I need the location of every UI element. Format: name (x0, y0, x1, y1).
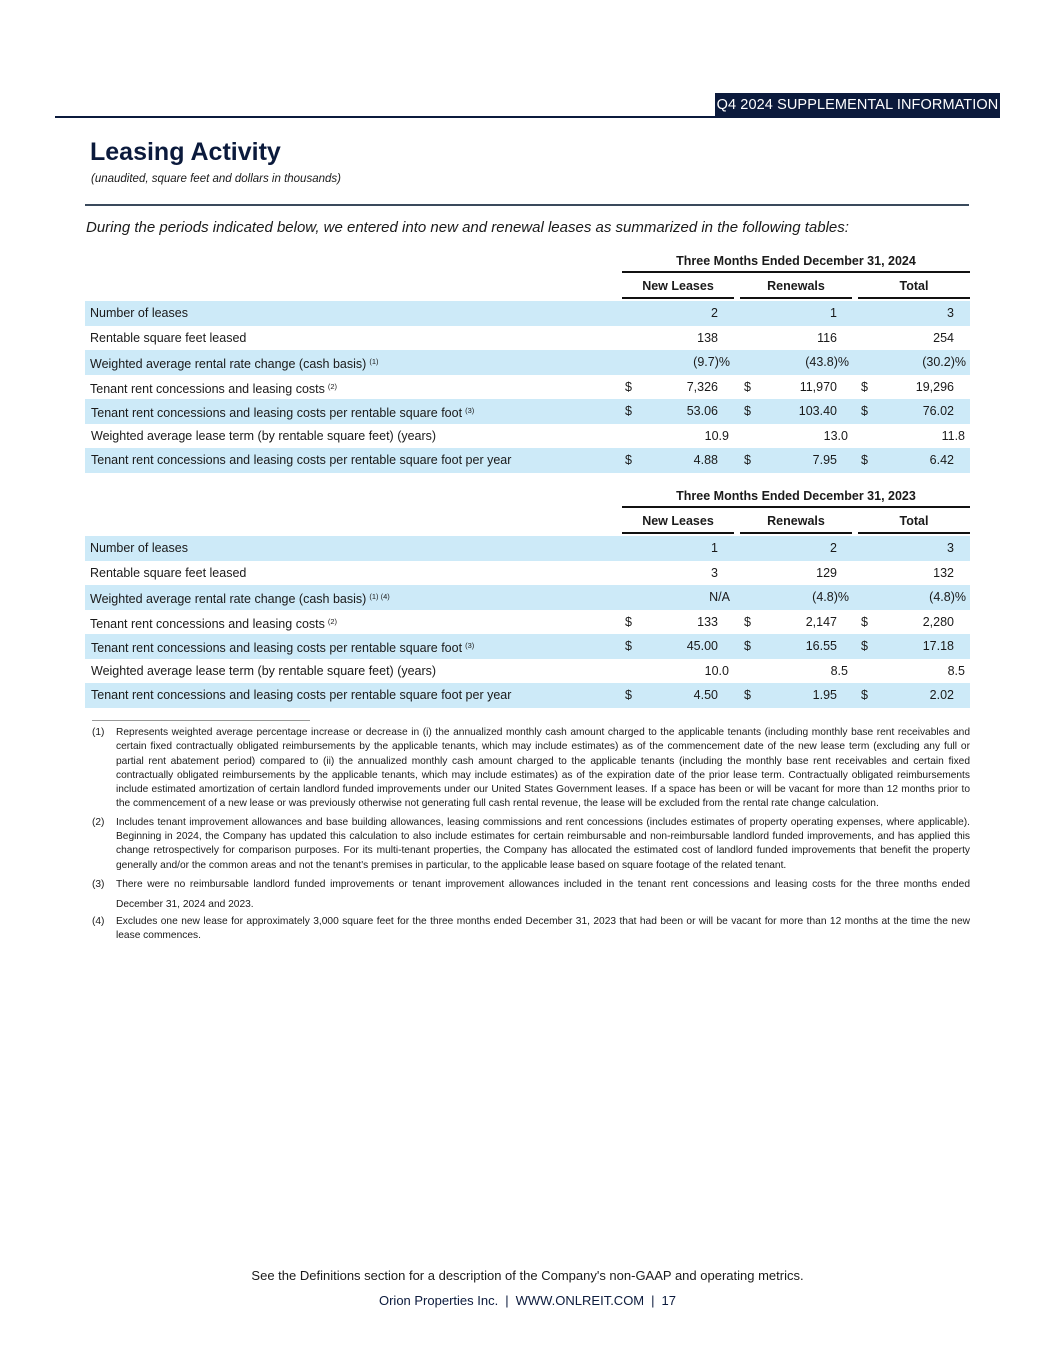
cell-total (861, 561, 954, 586)
table-row (85, 659, 970, 684)
cell-value: 8.5 (947, 663, 965, 678)
cell-value: 103.40 (798, 404, 837, 418)
cell-value: 1 (711, 541, 718, 555)
supplemental-info-banner: Q4 2024 SUPPLEMENTAL INFORMATION (715, 93, 1000, 118)
cell-new-leases (625, 448, 718, 473)
table-row (85, 301, 970, 326)
cell-value: 3 (947, 306, 954, 320)
cell-value: 2,147 (805, 614, 837, 629)
footnote-number: (2) (92, 816, 105, 828)
cell-renewals (744, 301, 837, 326)
cell-total (861, 585, 966, 610)
cell-value: 4.50 (693, 688, 718, 702)
currency-symbol: $ (744, 688, 751, 702)
currency-symbol: $ (625, 639, 632, 653)
currency-symbol: $ (744, 639, 751, 653)
row-label-text: Tenant rent concessions and leasing costs (90, 616, 325, 631)
cell-value: (9.7)% (693, 355, 730, 369)
cell-value: (4.8)% (929, 590, 966, 604)
website-link[interactable]: WWW.ONLREIT.COM (515, 1293, 645, 1308)
cell-value: (4.8)% (812, 590, 849, 604)
column-header-total: Total (858, 510, 970, 534)
footnote-text: Represents weighted average percentage increase or decrease in (i) the annualized monthly cash amount charged to the applicable tenants (including monthly base rent receivables and certain fixed contractually obligated reimbursements by the applicable tenants, which may include estimates) as of the commencement date of the new lease term (excluding any full or partial rent abatement period) compared to (ii) the annualized monthly cash amount charged to the applicable tenants (including the monthly base rent receivables and certain fixed contractually obligated reimbursements by the applicable tenants, which may include estimates) as of the expiration date of the prior lease term. Contractually obligated reimbursements include estimated amortization of certain landlord funded improvements under our United States Government leases. If a space has been or will be vacant for more than 12 months prior to the commencement of a new lease or was previously otherwise not generating full cash rental revenue, the lease will be excluded from the rental rate change calculation. (116, 727, 970, 810)
row-label-text: Tenant rent concessions and leasing costs per rentable square foot (91, 406, 463, 420)
column-header-renewals: Renewals (740, 510, 852, 534)
cell-value: 11.8 (941, 428, 965, 443)
cell-new-leases (625, 350, 730, 375)
cell-renewals (744, 326, 837, 351)
cell-total (861, 326, 954, 351)
row-label (90, 561, 246, 586)
period-header: Three Months Ended December 31, 2024 (622, 249, 970, 273)
cell-new-leases (625, 326, 718, 351)
row-label-text: Number of leases (90, 541, 188, 555)
row-label-text: Tenant rent concessions and leasing costs per rentable square foot per year (91, 688, 512, 702)
table-body (85, 301, 970, 473)
cell-value: 53.06 (686, 404, 718, 418)
cell-value: 16.55 (805, 639, 837, 653)
cell-total (861, 448, 954, 473)
cell-renewals (744, 399, 837, 424)
period-header: Three Months Ended December 31, 2023 (622, 484, 970, 508)
cell-renewals (744, 350, 849, 375)
table-row (85, 326, 970, 351)
cell-value: 7.95 (812, 453, 837, 467)
footnote-reference: (1) (369, 357, 379, 366)
cell-total (861, 610, 954, 635)
row-label-text: Weighted average rental rate change (cash basis) (90, 592, 367, 606)
currency-symbol: $ (861, 453, 868, 467)
cell-value: 2 (711, 306, 718, 320)
footnote-number: (1) (92, 727, 105, 738)
cell-renewals (744, 610, 837, 635)
cell-value: 10.0 (704, 663, 729, 678)
row-label-text: Weighted average rental rate change (cash basis) (90, 357, 367, 371)
cell-renewals (744, 424, 848, 449)
footnote-text: Excludes one new lease for approximately 3,000 square feet for the three months ended December 31, 2023 that had been or will be vacant for more than 12 months at the time the new lease commences. (116, 915, 970, 942)
header-rule (55, 116, 717, 118)
footnote-2 (92, 816, 970, 873)
footnote-number: (3) (92, 878, 105, 890)
currency-symbol: $ (625, 614, 632, 629)
page-subtitle: (unaudited, square feet and dollars in thousands) (91, 173, 341, 185)
cell-value: 45.00 (686, 639, 718, 653)
table-row (85, 375, 970, 400)
table-row (85, 610, 970, 635)
cell-value: 2,280 (922, 614, 954, 629)
cell-renewals (744, 634, 837, 659)
cell-value: 1 (830, 306, 837, 320)
cell-total (861, 375, 954, 400)
cell-total (861, 659, 965, 684)
row-label (91, 659, 436, 684)
footer-separator: | (505, 1293, 509, 1308)
definitions-note: See the Definitions section for a description of the Company's non-GAAP and operating metrics. (251, 1268, 804, 1283)
cell-new-leases (625, 585, 730, 610)
cell-renewals (744, 448, 837, 473)
footnote-1 (92, 726, 970, 812)
cell-renewals (744, 659, 848, 684)
footnote-reference: (1) (4) (369, 592, 390, 601)
currency-symbol: $ (625, 688, 632, 702)
column-header-renewals: Renewals (740, 275, 852, 299)
cell-renewals (744, 561, 837, 586)
cell-value: 76.02 (922, 404, 954, 418)
cell-value: (30.2)% (922, 355, 966, 369)
company-name: Orion Properties Inc. (378, 1293, 499, 1308)
cell-value: 3 (947, 541, 954, 555)
cell-value: 1.95 (812, 688, 837, 702)
cell-value: 13.0 (823, 428, 848, 443)
cell-value: 129 (816, 565, 837, 580)
cell-new-leases (625, 610, 718, 635)
page-number: 17 (661, 1293, 676, 1308)
row-label (90, 350, 379, 377)
row-label (90, 610, 337, 637)
cell-new-leases (625, 301, 718, 326)
row-label-text: Tenant rent concessions and leasing costs per rentable square foot (91, 641, 463, 655)
currency-symbol: $ (744, 614, 751, 629)
cell-value: 116 (817, 330, 837, 345)
row-label-text: Rentable square feet leased (90, 330, 247, 345)
cell-value: 6.42 (929, 453, 954, 467)
footnote-reference: (2) (327, 616, 338, 626)
footnote-3 (92, 875, 970, 915)
table-row (85, 536, 970, 561)
row-label (91, 424, 436, 449)
cell-value: 2.02 (929, 688, 954, 702)
table-row (85, 585, 970, 610)
page-title: Leasing Activity (90, 138, 281, 166)
cell-total (861, 634, 954, 659)
footnote-number: (4) (92, 915, 105, 927)
footer-separator: | (651, 1293, 655, 1308)
currency-symbol: $ (744, 379, 751, 394)
table-body (85, 536, 970, 708)
cell-value: 133 (697, 614, 718, 629)
footnote-4 (92, 915, 970, 944)
row-label (91, 683, 511, 708)
currency-symbol: $ (625, 453, 632, 467)
row-label (90, 536, 188, 561)
section-divider (85, 204, 969, 206)
cell-total (861, 301, 954, 326)
table-row (85, 399, 970, 424)
row-label-text: Weighted average lease term (by rentable square feet) (years) (91, 663, 437, 678)
currency-symbol: $ (861, 639, 868, 653)
table-row (85, 634, 970, 659)
table-row (85, 424, 970, 449)
column-header-new-leases: New Leases (622, 275, 734, 299)
intro-text: During the periods indicated below, we entered into new and renewal leases as summarized in the following tables: (86, 219, 849, 236)
column-header-new-leases: New Leases (622, 510, 734, 534)
cell-value: 4.88 (693, 453, 718, 467)
table-row (85, 561, 970, 586)
cell-renewals (744, 585, 849, 610)
cell-new-leases (625, 399, 718, 424)
footnote-text: Includes tenant improvement allowances and base building allowances, leasing commissions and rent concessions (includes estimates of property operating expenses, where applicable). Beginning in 2024, the Company has updated this calculation to also include estimates for certain reimbursable and non-reimbursable landlord funded improvements, and has applied this change retrospectively for comparison purposes. For its multi-tenant properties, the Company has allocated the estimated cost of landlord funded improvements that benefit the property generally and/or the common areas and not the tenant's premises in particular, to the applicable lease based on square footage of the related tenant. (116, 816, 970, 871)
cell-renewals (744, 536, 837, 561)
table-row (85, 683, 970, 708)
cell-new-leases (625, 375, 718, 400)
cell-value: 11,970 (799, 379, 837, 394)
cell-value: 7,326 (686, 379, 718, 394)
cell-renewals (744, 375, 837, 400)
cell-value: 8.5 (830, 663, 848, 678)
footnote-text: There were no reimbursable landlord funded improvements or tenant improvement allowances included in the tenant rent concessions and leasing costs for the three months ended December 31, 2024 and 2023. (116, 878, 970, 910)
footnote-divider (92, 720, 310, 721)
row-label (90, 375, 337, 402)
cell-value: 19,296 (915, 379, 954, 394)
cell-renewals (744, 683, 837, 708)
cell-total (861, 536, 954, 561)
row-label (91, 448, 511, 473)
footnote-reference: (3) (465, 406, 475, 415)
currency-symbol: $ (861, 614, 868, 629)
row-label-text: Weighted average lease term (by rentable square feet) (years) (91, 428, 437, 443)
currency-symbol: $ (625, 379, 632, 394)
cell-new-leases (625, 561, 718, 586)
cell-value: 132 (933, 565, 954, 580)
currency-symbol: $ (861, 404, 868, 418)
cell-new-leases (625, 634, 718, 659)
cell-value: (43.8)% (805, 355, 849, 369)
row-label-text: Tenant rent concessions and leasing costs per rentable square foot per year (91, 453, 512, 467)
row-label-text: Rentable square feet leased (90, 565, 247, 580)
currency-symbol: $ (861, 688, 868, 702)
footnotes (92, 726, 970, 948)
cell-value: 254 (933, 330, 954, 345)
currency-symbol: $ (744, 404, 751, 418)
cell-total (861, 683, 954, 708)
cell-new-leases (625, 424, 729, 449)
page-footer (0, 1293, 1055, 1308)
cell-value: N/A (709, 590, 730, 604)
cell-total (861, 350, 966, 375)
row-label (90, 301, 188, 326)
currency-symbol: $ (625, 404, 632, 418)
currency-symbol: $ (744, 453, 751, 467)
cell-new-leases (625, 659, 729, 684)
cell-value: 138 (697, 330, 718, 345)
row-label-text: Number of leases (90, 306, 188, 320)
cell-total (861, 424, 965, 449)
row-label-text: Tenant rent concessions and leasing costs (90, 381, 325, 396)
cell-new-leases (625, 683, 718, 708)
cell-value: 10.9 (704, 428, 729, 443)
cell-value: 17.18 (922, 639, 954, 653)
row-label (91, 634, 474, 661)
row-label (90, 585, 390, 612)
table-row (85, 448, 970, 473)
table-row (85, 350, 970, 375)
column-header-total: Total (858, 275, 970, 299)
cell-value: 2 (830, 541, 837, 555)
cell-new-leases (625, 536, 718, 561)
currency-symbol: $ (861, 379, 868, 394)
row-label (90, 326, 246, 351)
footnote-reference: (2) (327, 381, 338, 391)
footnote-reference: (3) (465, 641, 475, 650)
row-label (91, 399, 474, 426)
cell-total (861, 399, 954, 424)
cell-value: 3 (711, 565, 718, 580)
